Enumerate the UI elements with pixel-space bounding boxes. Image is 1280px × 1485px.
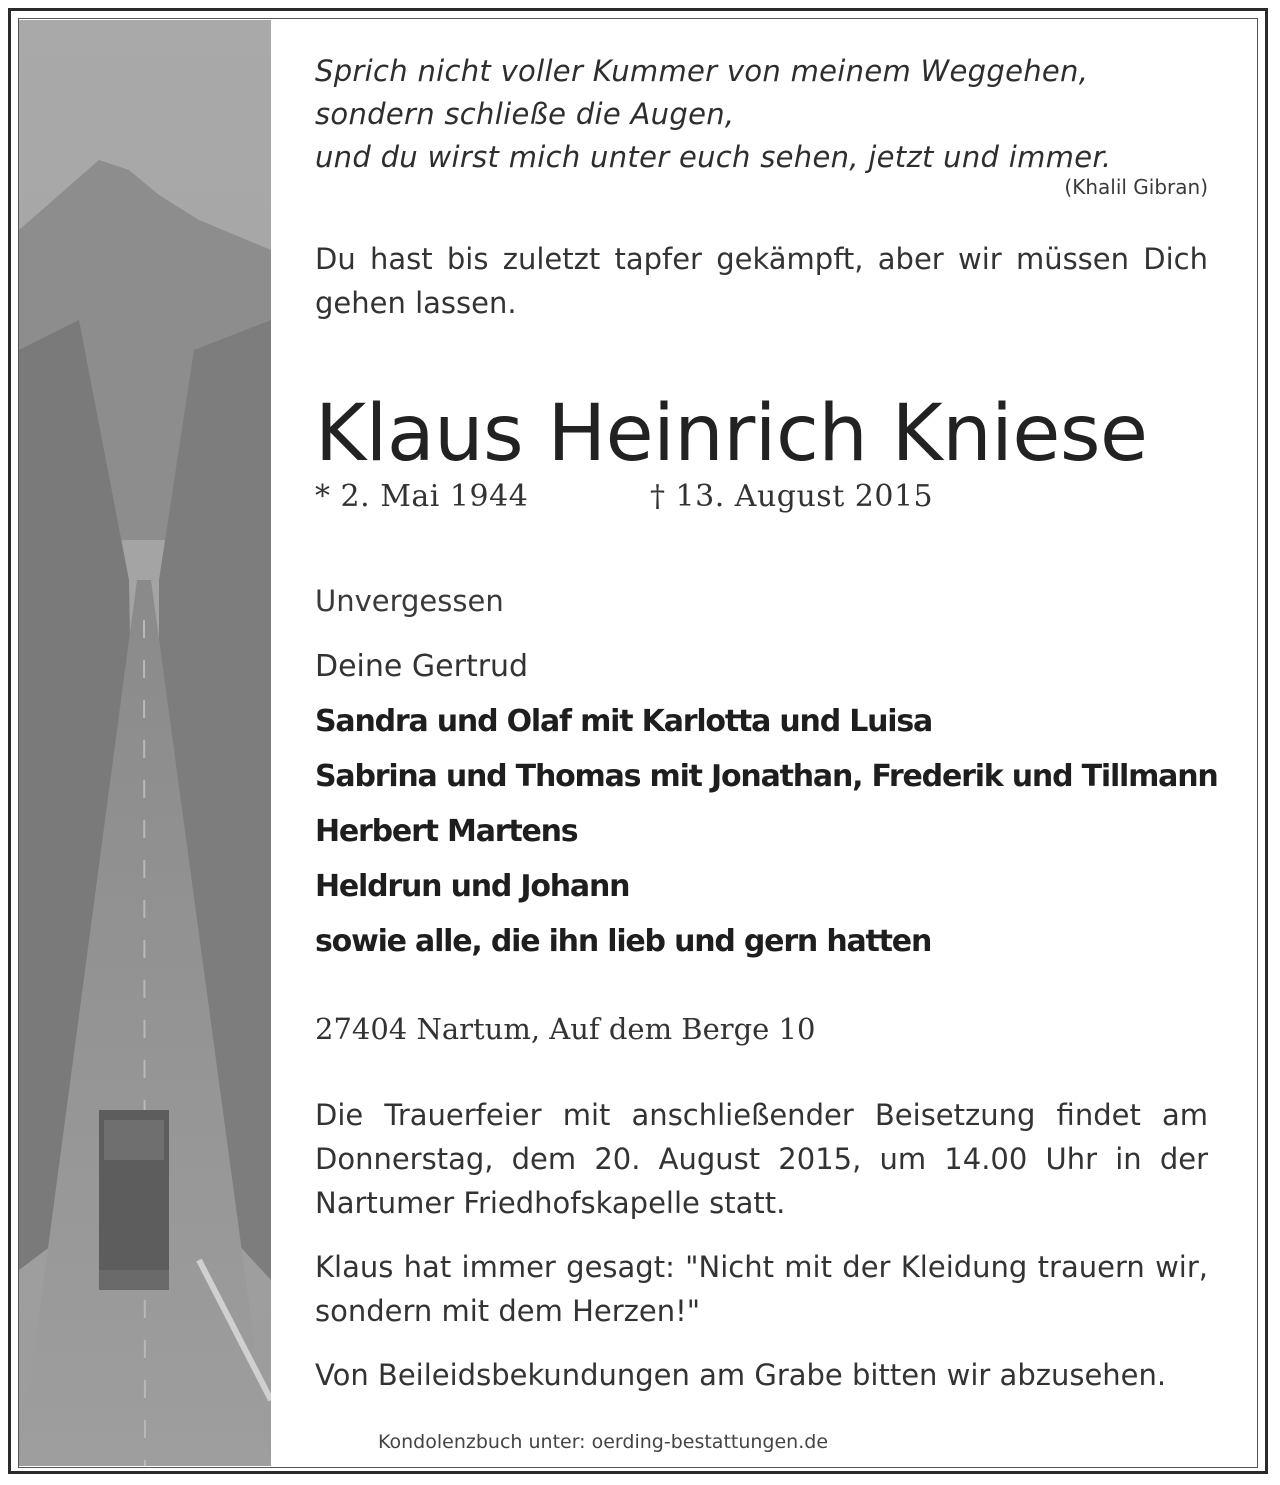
deceased-name: Klaus Heinrich Kniese (315, 389, 1148, 479)
epigraph-quote (315, 50, 1208, 179)
mourner-line: Herbert Martens (315, 814, 578, 849)
birth-date: * 2. Mai 1944 (315, 479, 529, 514)
mourner-line: Deine Gertrud (315, 649, 529, 684)
condolence-book-note: Kondolenzbuch unter: oerding-bestattungen.de (378, 1431, 829, 1453)
unvergessen-label: Unvergessen (315, 584, 504, 618)
quote-line: sondern schließe die Augen, (315, 97, 735, 131)
ceremony-paragraph: Die Trauerfeier mit anschließender Beisetzung findet am Donnerstag, dem 20. August 2015, um 14.00 Uhr in der Nartumer Friedhofskapelle statt. (315, 1098, 1208, 1220)
death-date: † 13. August 2015 (650, 479, 934, 514)
quote-line: Sprich nicht voller Kummer von meinem Weggehen, (315, 54, 1089, 88)
mourner-line: Sabrina und Thomas mit Jonathan, Frederik und Tillmann (315, 759, 1218, 794)
life-dates (315, 477, 1208, 517)
mourner-line: Heldrun und Johann (315, 869, 630, 904)
road-photo (19, 20, 271, 1466)
klaus-quote-paragraph: Klaus hat immer gesagt: "Nicht mit der Kleidung trauern wir, sondern mit dem Herzen!" (315, 1250, 1208, 1328)
farewell-text: Du hast bis zuletzt tapfer gekämpft, aber wir müssen Dich gehen lassen. (315, 242, 1208, 320)
quote-author: (Khalil Gibran) (1064, 175, 1208, 199)
mourners-list (315, 639, 1218, 969)
mourner-line: Sandra und Olaf mit Karlotta und Luisa (315, 704, 933, 739)
address: 27404 Nartum, Auf dem Berge 10 (315, 1012, 816, 1046)
quote-line: und du wirst mich unter euch sehen, jetzt und immer. (315, 140, 1112, 174)
obituary-content (315, 50, 1218, 1397)
condolence-request: Von Beileidsbekundungen am Grabe bitten wir abzusehen. (315, 1358, 1167, 1392)
mourner-line: sowie alle, die ihn lieb und gern hatten (315, 924, 932, 959)
